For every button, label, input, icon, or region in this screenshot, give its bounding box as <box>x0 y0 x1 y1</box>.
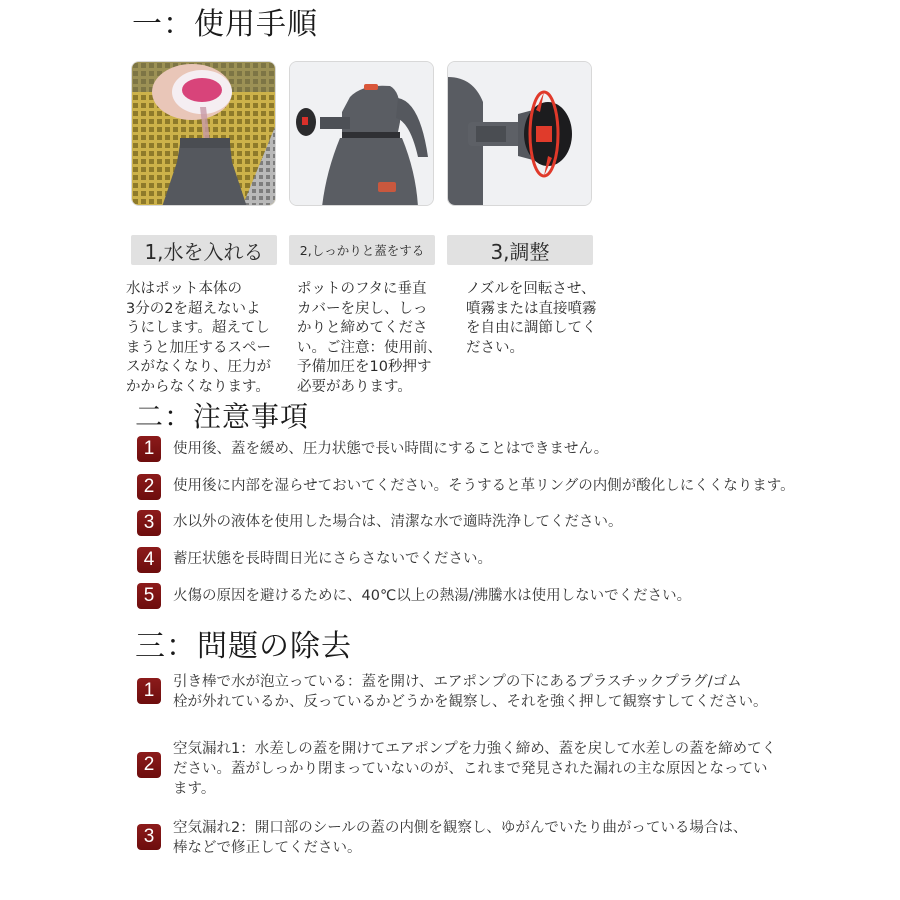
nozzle-rotation-photo <box>447 61 592 206</box>
precaution-item-4: 蓄圧状態を長時間日光にさらさないでください。 <box>173 551 492 567</box>
precaution-item-1: 使用後、蓋を緩め、圧力状態で長い時間にすることはできません。 <box>173 441 609 457</box>
step-description-3: ノズルを回転させ、 噴霧または直接噴霧 を自由に調節してく ださい。 <box>466 281 597 356</box>
precaution-number-badge: 2 <box>137 474 161 500</box>
precaution-item-2: 使用後に内部を湿らせておいてください。そうすると革リングの内側が酸化しにくくなります。 <box>173 478 795 494</box>
troubleshooting-item-2: 空気漏れ1：水差しの蓋を開けてエアポンプを力強く締め、蓋を戻して水差しの蓋を締めてく ださい。蓋がしっかり閉まっていないのが、これまで発見された漏れの主な原因となってい ます。 <box>173 741 777 797</box>
sprayer-bottle-top-photo <box>289 61 434 206</box>
section-title-troubleshooting: 三：問題の除去 <box>135 629 352 664</box>
precaution-number-badge: 1 <box>137 436 161 462</box>
section-title-usage: 一：使用手順 <box>132 7 318 42</box>
step-description-1: 水はポット本体の 3分の2を超えないよ うにします。超えてし まうと加圧するスペー スがなくなり、圧力が かからなくなります。 <box>126 281 271 395</box>
precaution-number-badge: 3 <box>137 510 161 536</box>
troubleshooting-number-badge: 3 <box>137 824 161 850</box>
step-label-2: 2,しっかりと蓋をする <box>289 235 435 265</box>
troubleshooting-item-3: 空気漏れ2：開口部のシールの蓋の内側を観察し、ゆがんでいたり曲がっている場合は、 棒などで修正してください。 <box>173 820 748 856</box>
pouring-liquid-into-bottle-photo <box>131 61 276 206</box>
section-title-precautions: 二：注意事項 <box>135 400 310 433</box>
precaution-item-5: 火傷の原因を避けるために、40℃以上の熱湯/沸騰水は使用しないでください。 <box>173 588 692 604</box>
precaution-number-badge: 5 <box>137 583 161 609</box>
step-description-2: ポットのフタに垂直 カバーを戻し、しっ かりと締めてくださ い。ご注意：使用前、 予備加圧を10秒押す 必要があります。 <box>297 281 442 395</box>
precaution-item-3: 水以外の液体を使用した場合は、清潔な水で適時洗浄してください。 <box>173 514 623 530</box>
step-label-3: 3,調整 <box>447 235 593 265</box>
precaution-number-badge: 4 <box>137 547 161 573</box>
troubleshooting-number-badge: 1 <box>137 678 161 704</box>
step-label-1: 1,水を入れる <box>131 235 277 265</box>
troubleshooting-item-1: 引き棒で水が泡立っている：蓋を開け、エアポンプの下にあるプラスチックプラグ/ゴム 栓が外れているか、反っているかどうかを観察し、それを強く押して観察すしてください。 <box>173 674 768 710</box>
troubleshooting-number-badge: 2 <box>137 752 161 778</box>
